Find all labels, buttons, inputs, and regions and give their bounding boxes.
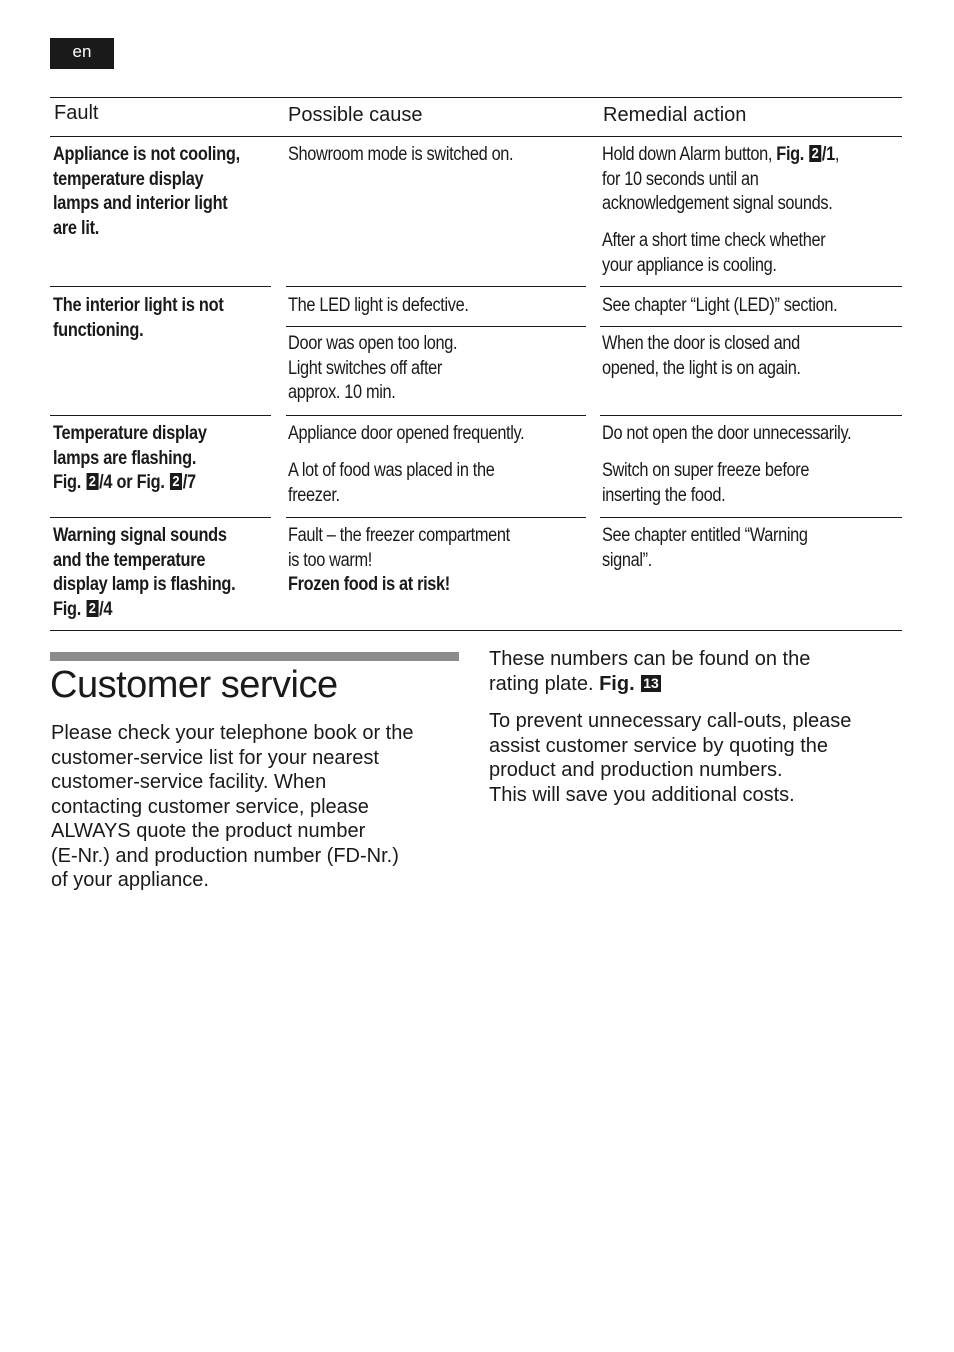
text-run: Hold down Alarm button, <box>602 144 777 165</box>
action-cell <box>602 294 837 319</box>
text-line: contacting customer service, please <box>51 795 369 818</box>
action-cell <box>602 332 801 381</box>
table-bottom-rule <box>50 630 902 631</box>
text-line: customer-service list for your nearest <box>51 746 379 769</box>
text-line: functioning. <box>53 319 144 341</box>
text-line: Appliance door opened frequently. <box>288 423 525 444</box>
text-line: A lot of food was placed in the <box>288 460 495 481</box>
customer-service-paragraph <box>51 721 413 893</box>
header-rule <box>50 136 902 137</box>
row-divider-cause <box>286 517 586 518</box>
cause-cell <box>288 422 524 447</box>
figure-number-icon: 13 <box>643 674 659 691</box>
fig-label: Fig. <box>599 672 635 695</box>
text-line: approx. 10 min. <box>288 382 396 403</box>
table-top-rule <box>50 97 902 98</box>
text-line <box>489 672 810 697</box>
text-line <box>602 143 839 168</box>
text-line: temperature display <box>53 168 204 190</box>
text-line: Switch on super freeze before <box>602 460 810 481</box>
fault-cell <box>53 422 207 496</box>
fig-label: Fig. <box>53 472 82 493</box>
text-line: acknowledgement signal sounds. <box>602 193 833 214</box>
text-run: /4 or Fig. <box>99 472 165 493</box>
text-line: display lamp is flashing. <box>53 574 236 595</box>
rating-plate-paragraph <box>489 647 810 696</box>
fault-cell <box>53 143 240 241</box>
callout-paragraph <box>489 709 851 807</box>
action-cell <box>602 524 808 573</box>
row-divider-fault <box>50 517 271 518</box>
warning-text: Frozen food is at risk! <box>288 574 450 595</box>
text-line: freezer. <box>288 484 340 506</box>
text-line: product and production numbers. <box>489 759 783 781</box>
text-line: Light switches off after <box>288 357 443 379</box>
text-run: , <box>834 144 840 165</box>
text-line: (E-Nr.) and production number (FD-Nr.) <box>51 844 399 867</box>
row-divider-fault <box>50 415 271 416</box>
text-line: The LED light is defective. <box>288 295 469 316</box>
row-divider-action <box>600 286 902 287</box>
text-line: Temperature display <box>53 423 207 444</box>
text-line <box>53 471 207 496</box>
fault-cell <box>53 524 235 622</box>
header-possible-cause: Possible cause <box>288 104 423 126</box>
row-divider-cause <box>286 286 586 287</box>
cause-cell <box>288 332 457 406</box>
text-line: of your appliance. <box>51 869 209 891</box>
action-cell <box>602 229 825 278</box>
subrow-divider-action <box>600 326 902 327</box>
text-line: To prevent unnecessary call-outs, please <box>489 710 852 732</box>
subrow-divider-cause <box>286 326 586 327</box>
text-line: and the temperature <box>53 549 206 571</box>
text-line: This will save you additional costs. <box>489 783 795 806</box>
text-line: Appliance is not cooling, <box>53 144 240 165</box>
text-line: Fault – the freezer compartment <box>288 525 510 546</box>
text-line: See chapter “Light (LED)” section. <box>602 295 838 316</box>
cause-cell <box>288 459 494 508</box>
text-line: assist customer service by quoting the <box>489 734 829 757</box>
fig-label: Fig. <box>53 598 82 620</box>
row-divider-fault <box>50 286 271 287</box>
cause-cell <box>288 294 469 319</box>
header-fault: Fault <box>54 102 99 124</box>
text-line: are lit. <box>53 217 100 239</box>
text-line: ALWAYS quote the product number <box>51 820 366 842</box>
section-bar <box>50 652 459 661</box>
text-line: Door was open too long. <box>288 333 458 354</box>
cause-cell <box>288 524 510 598</box>
text-run: rating plate. <box>489 672 600 695</box>
row-divider-cause <box>286 415 586 416</box>
text-line: Showroom mode is switched on. <box>288 144 514 165</box>
text-line: Do not open the door unnecessarily. <box>602 423 852 444</box>
text-line: signal”. <box>602 549 652 571</box>
text-line: lamps are flashing. <box>53 447 197 469</box>
text-line: is too warm! <box>288 549 372 571</box>
text-line: lamps and interior light <box>53 193 228 214</box>
text-line: for 10 seconds until an <box>602 168 759 190</box>
text-line: These numbers can be found on the <box>489 648 811 670</box>
row-divider-action <box>600 517 902 518</box>
text-line <box>53 598 235 623</box>
text-run: /7 <box>182 472 196 493</box>
text-line: Warning signal sounds <box>53 525 227 546</box>
text-line: See chapter entitled “Warning <box>602 525 808 546</box>
text-line: After a short time check whether <box>602 230 826 251</box>
section-title: Customer service <box>50 664 338 706</box>
language-tab: en <box>50 38 114 69</box>
fault-cell <box>53 294 224 343</box>
fig-label: Fig. <box>776 144 804 165</box>
text-line: The interior light is not <box>53 295 224 316</box>
text-line: your appliance is cooling. <box>602 254 777 276</box>
text-line: Please check your telephone book or the <box>51 722 414 744</box>
figure-number-icon: 2 <box>86 600 98 617</box>
action-cell <box>602 422 851 447</box>
fig-suffix: /1 <box>821 144 835 165</box>
action-cell <box>602 459 809 508</box>
header-remedial-action: Remedial action <box>603 104 747 126</box>
text-line: opened, the light is on again. <box>602 357 801 379</box>
row-divider-action <box>600 415 902 416</box>
figure-number-icon: 2 <box>809 145 821 162</box>
figure-number-icon: 2 <box>86 473 98 490</box>
text-line: inserting the food. <box>602 484 726 506</box>
text-line: customer-service facility. When <box>51 771 327 793</box>
cause-cell <box>288 143 513 168</box>
figure-number-icon: 2 <box>170 473 182 490</box>
text-run: /4 <box>99 598 113 620</box>
text-line: When the door is closed and <box>602 333 800 354</box>
action-cell <box>602 143 839 217</box>
